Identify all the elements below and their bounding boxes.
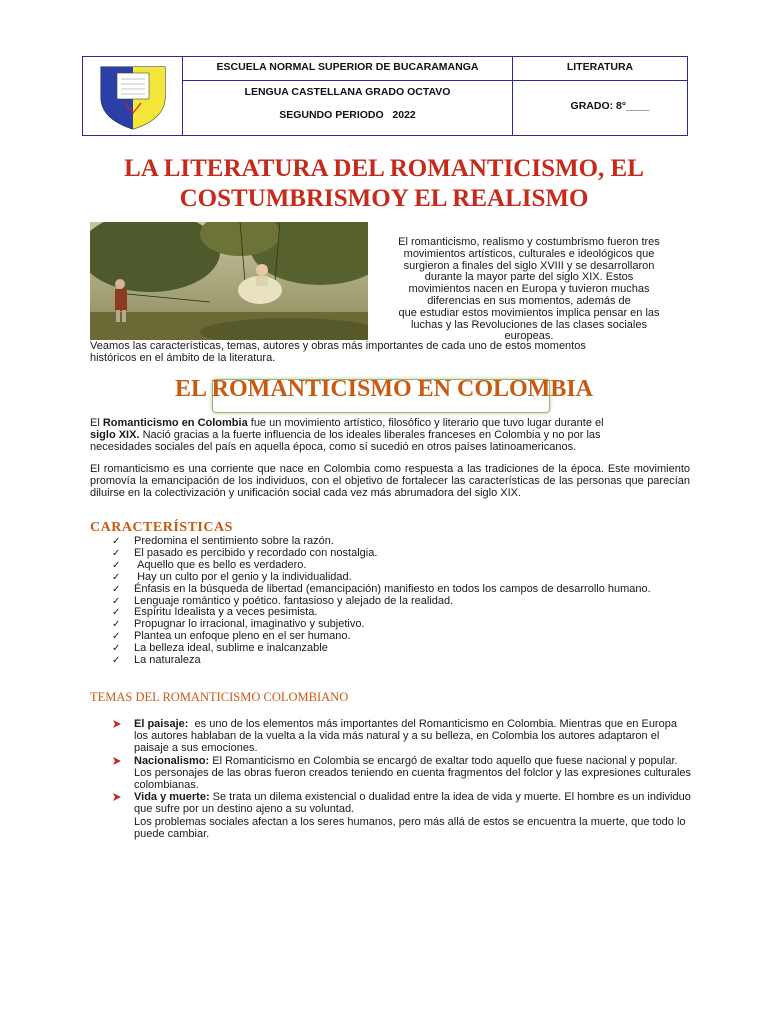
school-name-cell xyxy=(183,57,513,81)
header-table xyxy=(82,56,688,136)
checkmark-icon: ✓ xyxy=(112,536,121,547)
intro-line: europeas. xyxy=(504,330,554,343)
theme-label: Nacionalismo: xyxy=(134,754,210,767)
intro-line: surgieron a finales del siglo XVIII y se desarrollaron xyxy=(403,259,655,272)
themes-heading: TEMAS DEL ROMANTICISMO COLOMBIANO xyxy=(90,690,349,704)
intro-paragraph xyxy=(378,237,680,343)
theme-continuation: Los problemas sociales afectan a los seres humanos, pero más allá de estos se encuentra la muerte, que todo lo puede cambiar. xyxy=(134,815,686,840)
list-item-text: Lenguaje romántico y poético. fantasioso y alejado de la realidad. xyxy=(134,594,454,607)
list-item xyxy=(112,655,702,667)
bold-term: Romanticismo en Colombia xyxy=(102,417,248,429)
intro-note-line: Veamos las características, temas, autores y obras más importantes de cada uno de estos momentos xyxy=(90,340,586,352)
arrow-bullet-icon xyxy=(112,756,122,766)
theme-item xyxy=(112,755,692,792)
theme-text: El Romanticismo en Colombia se encargó de exaltar todo aquello que fuese nacional y popular. Los personajes de las obras fueron creados teniendo en cuenta fragmentos del folclor y las expresiones culturales colombianas. xyxy=(134,754,692,792)
intro-line: El romanticismo, realismo y costumbrismo fueron tres xyxy=(398,236,660,248)
list-item-text: Predomina el sentimiento sobre la razón. xyxy=(134,535,334,547)
theme-label: Vida y muerte: xyxy=(134,791,210,804)
intro-note-line: históricos en el ámbito de la literatura. xyxy=(90,351,276,364)
list-item-text: La belleza ideal, sublime e inalcanzable xyxy=(134,642,328,655)
checkmark-icon: ✓ xyxy=(112,583,121,595)
theme-item xyxy=(112,791,692,815)
list-item-text: Énfasis en la búsqueda de libertad (emancipación) manifiesto en todos los campos de desarrollo humano. xyxy=(134,582,651,595)
checkmark-icon: ✓ xyxy=(112,643,121,655)
text-run: Nació gracias a la fuerte influencia de los ideales liberales franceses en Colombia y no por las xyxy=(139,428,601,441)
intro-line: durante la mayor parte del siglo XIX. Estos xyxy=(424,271,634,284)
theme-label: El paisaje: xyxy=(134,718,189,730)
page-title xyxy=(60,154,708,214)
checkmark-icon: ✓ xyxy=(112,559,121,571)
checkmark-icon: ✓ xyxy=(112,631,121,643)
paragraph-2: El romanticismo es una corriente que nace en Colombia como respuesta a las tradiciones de la época. Este movimiento promovía la emancipación de los individuos, con el objetivo de fortalecer las características de las personas que parecían diluirse en la colectivización y unificación social cada vez más abrumadora del siglo XIX. xyxy=(90,463,690,499)
theme-text: Se trata un dilema existencial o dualidad entre la idea de vida y muerte. El hombre es un individuo que sufre por un destino ajeno a su voluntad. xyxy=(134,791,691,816)
characteristics-heading: CARACTERÍSTICAS xyxy=(90,520,233,535)
course-name: LENGUA CASTELLANA GRADO OCTAVO xyxy=(244,86,451,98)
list-item-text: Aquello que es bello es verdadero. xyxy=(134,558,307,571)
school-shield-logo xyxy=(83,57,183,135)
title-line-2: COSTUMBRISMOY EL REALISMO xyxy=(179,185,589,212)
grade-label: GRADO: 8°____ xyxy=(570,100,650,112)
themes-list xyxy=(112,718,692,840)
theme-item xyxy=(112,718,692,755)
paragraph-1 xyxy=(90,418,690,453)
checkmark-icon: ✓ xyxy=(112,619,121,631)
intro-line: movimientos artísticos, culturales e ideológicos que xyxy=(403,247,655,260)
school-name: ESCUELA NORMAL SUPERIOR DE BUCARAMANGA xyxy=(216,61,479,73)
arrow-bullet-icon xyxy=(112,792,122,802)
list-item-text: Hay un culto por el genio y la individualidad. xyxy=(134,570,352,583)
subject-cell xyxy=(513,57,687,81)
paragraph-1-line-3: necesidades sociales del país en aquella época, como sí sucedió en otros países latinoamericanos. xyxy=(90,440,577,453)
list-item-text: Plantea un enfoque pleno en el ser humano. xyxy=(134,630,351,643)
theme-text: es uno de los elementos más importantes del Romanticismo en Colombia. Mientras que en Europa los autores hablaban de la vuelta a la vida más natural y a su belleza, en Colombia los autores adaptaron el paisaje a sus emociones. xyxy=(134,718,681,755)
checkmark-icon: ✓ xyxy=(112,571,121,583)
bold-term: siglo XIX. xyxy=(90,428,140,441)
intro-note xyxy=(90,341,690,365)
list-item-text: Propugnar lo irracional, imaginativo y subjetivo. xyxy=(134,618,365,631)
text-run: fue un movimiento artístico, filosófico y literario que tuvo lugar durante el xyxy=(247,417,604,429)
arrow-bullet-icon xyxy=(112,719,122,729)
text-run: El xyxy=(90,417,103,429)
school-logo-cell xyxy=(83,57,183,135)
title-line-1: LA LITERATURA DEL ROMANTICISMO, EL xyxy=(124,155,644,182)
checkmark-icon: ✓ xyxy=(112,655,121,667)
checkmark-icon: ✓ xyxy=(112,607,121,619)
subject-name: LITERATURA xyxy=(566,61,634,73)
list-item-text: La naturaleza xyxy=(134,654,201,667)
section-title: EL ROMANTICISMO EN COLOMBIA xyxy=(174,376,594,402)
rococo-swing-painting xyxy=(90,222,368,340)
intro-line: movimientos nacen en Europa y tuvieron muchas xyxy=(408,283,650,296)
characteristics-list xyxy=(112,536,702,667)
list-item-text: El pasado es percibido y recordado con nostalgia. xyxy=(134,546,378,559)
intro-line: que estudiar estos movimientos implica pensar en las xyxy=(398,306,660,319)
course-cell xyxy=(183,81,513,135)
paragraph-1-line-2 xyxy=(90,430,690,442)
checkmark-icon: ✓ xyxy=(112,547,121,559)
grade-cell xyxy=(513,81,687,135)
period: SEGUNDO PERIODO 2022 xyxy=(279,109,416,121)
intro-line: diferencias en sus momentos, además de xyxy=(427,294,631,307)
list-item-text: Espíritu Idealista y a veces pesimista. xyxy=(134,606,318,619)
checkmark-icon: ✓ xyxy=(112,595,121,607)
intro-line: luchas y las Revoluciones de las clases sociales xyxy=(410,318,647,331)
